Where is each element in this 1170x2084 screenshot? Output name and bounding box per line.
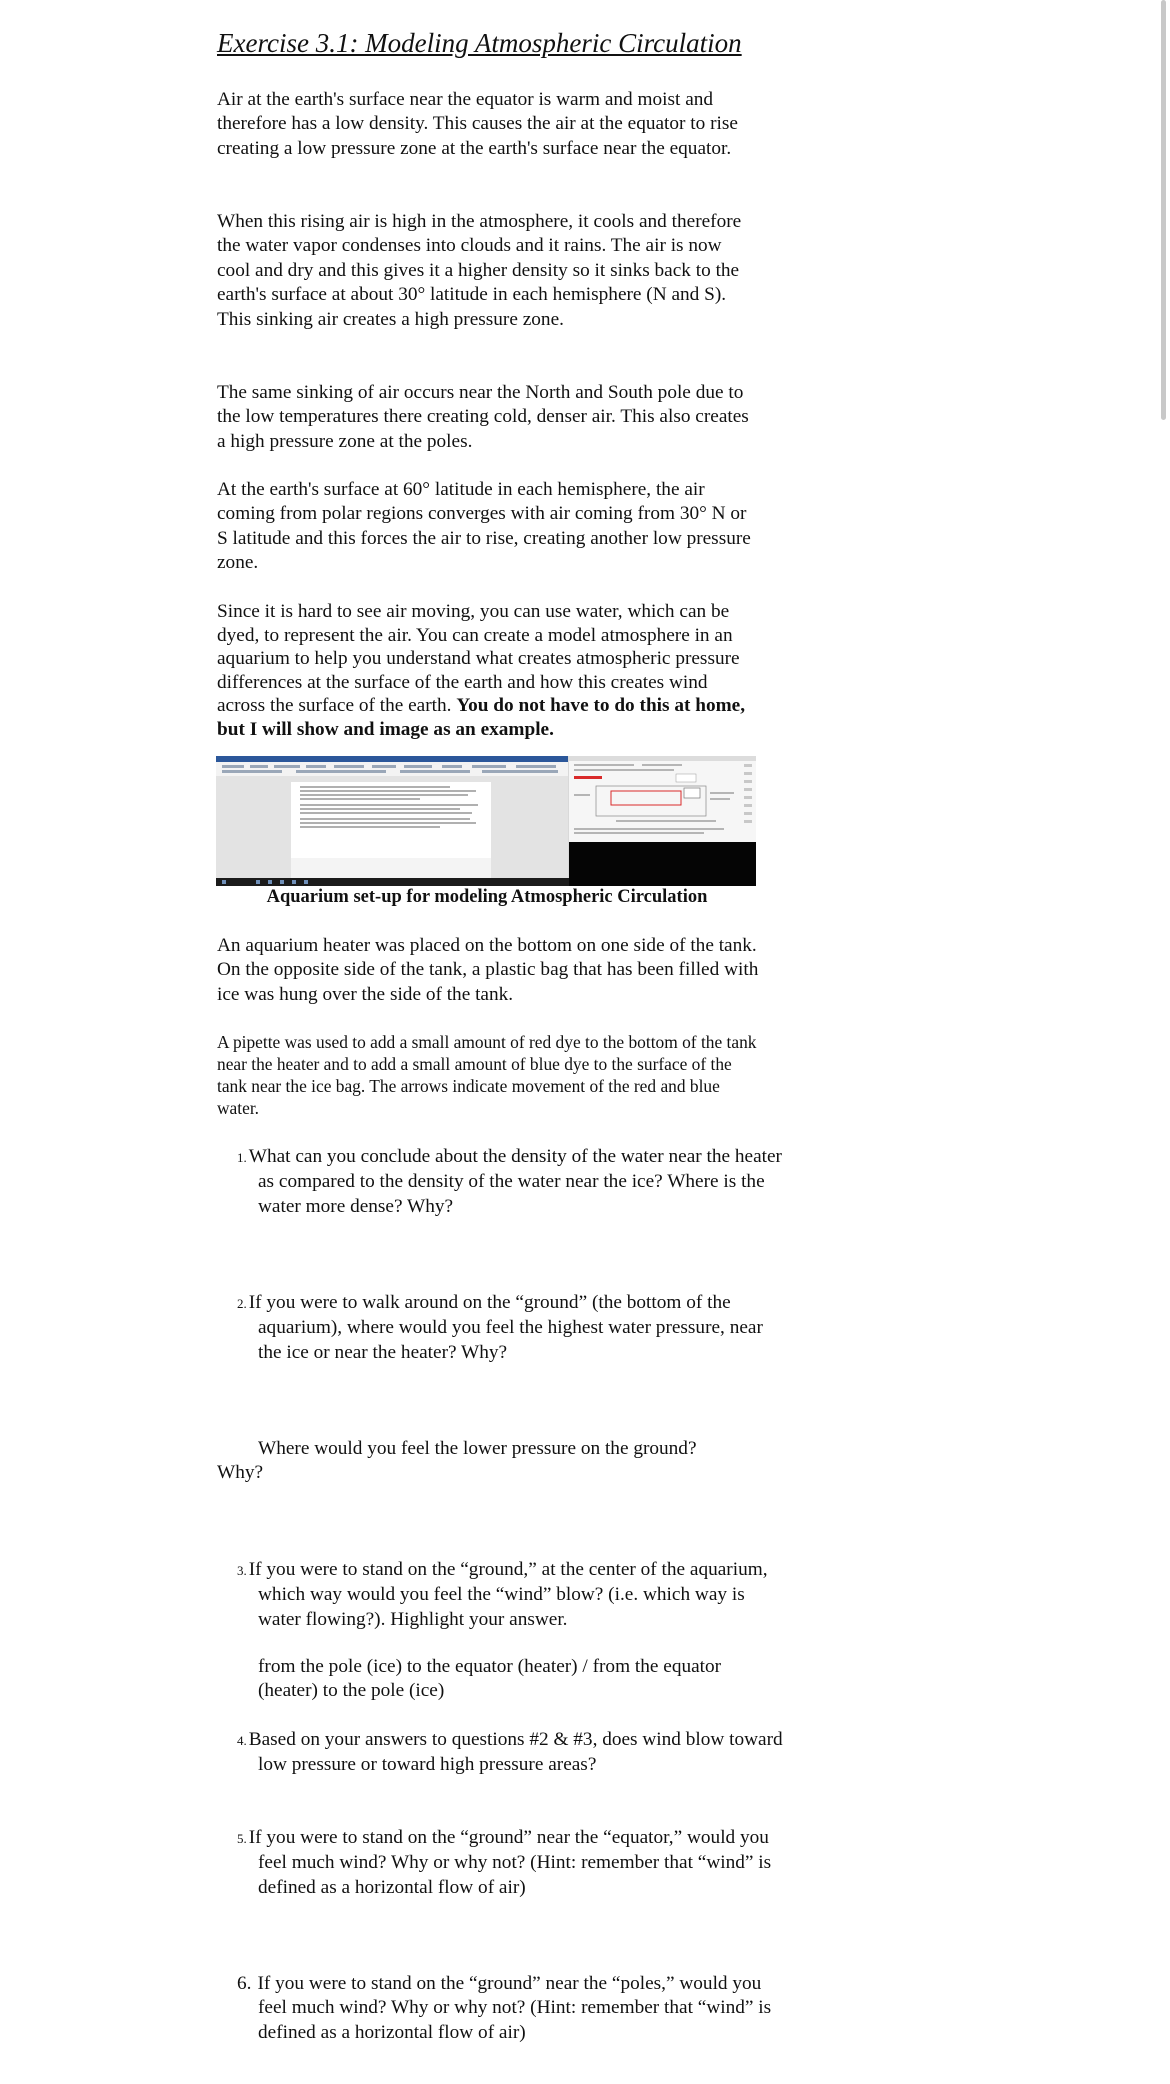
question-number: 1. [237,1150,247,1165]
vertical-scrollbar[interactable] [1160,0,1170,2084]
model-intro-text: Since it is hard to see air moving, you can use water, which can be dyed, to represent the air. You can create a model atmosphere in an aquarium to help you understand what creates atmospheric pressure differences at the surface of the earth and how this creates wind across the surface of the earth. [217,601,740,717]
scrollbar-thumb[interactable] [1161,0,1166,420]
paragraph-equator: Air at the earth's surface near the equator is warm and moist and therefore has a low density. This causes the air at the equator to rise creating a low pressure zone at the earth's surface near the equator. [217,89,738,159]
question-2-followup: Where would you feel the lower pressure on the ground? Why? [217,1438,697,1484]
question-6 [237,1972,788,2045]
paragraph-dye-setup: A pipette was used to add a small amount of red dye to the bottom of the tank near the heater and to add a small amount of blue dye to the surface of the tank near the ice bag. The arrows indicate movement of the red and blue water. [217,1032,757,1118]
question-text: Based on your answers to questions #2 & #3, does wind blow toward low pressure or toward high pressure areas? [248,1729,783,1776]
question-number: 5. [237,1831,247,1846]
question-number: 3. [237,1563,247,1578]
question-text: If you were to stand on the “ground” near the “equator,” would you feel much wind? Why or why not? (Hint: remember that “wind” is defined as a horizontal flow of air) [248,1827,772,1898]
question-3-answer-choices: from the pole (ice) to the equator (heater) / from the equator (heater) to the pole (ice) [258,1656,722,1702]
question-text: If you were to stand on the “ground” near the “poles,” would you feel much wind? Why or why not? (Hint: remember that “wind” is defined as a horizontal flow of air) [257,1973,772,2043]
question-number: 4. [237,1733,247,1748]
page-title: Exercise 3.1: Modeling Atmospheric Circulation [217,28,742,58]
question-4 [237,1728,788,1778]
aquarium-figure-screenshot [216,756,756,886]
question-2 [237,1291,788,1365]
question-text: If you were to stand on the “ground,” at the center of the aquarium, which way would you feel the “wind” blow? (i.e. which way is water flowing?). Highlight your answer. [248,1559,768,1630]
paragraph-sinking-air: When this rising air is high in the atmosphere, it cools and therefore the water vapor condenses into clouds and it rains. The air is now cool and dry and this gives it a higher density so it sinks back to the earth's surface at about 30° latitude in each hemisphere (N and S). This sinking air creates a high pressure zone. [217,211,742,330]
question-text: If you were to walk around on the “ground” (the bottom of the aquarium), where would you feel the highest water pressure, near the ice or near the heater? Why? [248,1292,763,1363]
question-text: What can you conclude about the density of the water near the heater as compared to the density of the water near the ice? Where is the water more dense? Why? [248,1146,782,1217]
model-intro-bold: You do not have to do this at home, but I will show and image as an example. [217,695,746,740]
figure-caption: Aquarium set-up for modeling Atmospheric Circulation [266,887,708,907]
question-3 [237,1558,788,1632]
question-5 [237,1826,788,1900]
screenshot-image [216,756,756,886]
paragraph-sixty-latitude: At the earth's surface at 60° latitude in each hemisphere, the air coming from polar regions converges with air coming from 30° N or S latitude and this forces the air to rise, creating another low pressure zone. [217,479,751,574]
question-number: 2. [237,1296,247,1311]
question-number: 6. [237,1973,252,1994]
paragraph-heater-setup: An aquarium heater was placed on the bottom on one side of the tank. On the opposite side of the tank, a plastic bag that has been filled with ice was hung over the side of the tank. [217,935,759,1005]
paragraph-model-intro [217,600,759,742]
question-1 [237,1145,788,1219]
paragraph-poles: The same sinking of air occurs near the North and South pole due to the low temperatures there creating cold, denser air. This also creates a high pressure zone at the poles. [217,382,749,452]
